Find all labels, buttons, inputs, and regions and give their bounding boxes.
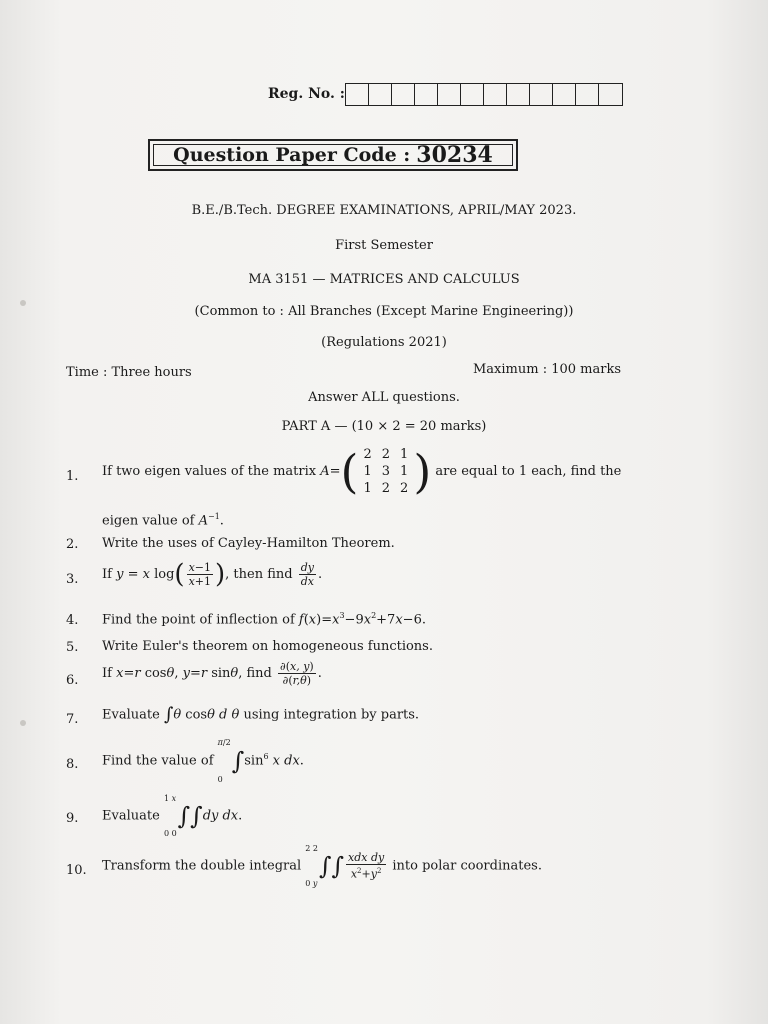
time-label: Time : Three hours xyxy=(66,365,192,380)
question-number: 5. xyxy=(66,640,79,655)
question-number: 1. xyxy=(66,469,79,484)
question-6: If x=r cosθ, y=r sinθ, find $\frac{\partial(x, y)}{\partial(r,\theta)}$ . xyxy=(102,660,322,687)
course-title: MA 3151 — MATRICES AND CALCULUS xyxy=(248,272,520,287)
qpc-code: 30234 xyxy=(416,142,493,168)
matrix-a: ( 2 2 1 1 3 1 1 2 2 ) xyxy=(340,444,432,499)
common-to: (Common to : All Branches (Except Marine Engineering)) xyxy=(194,304,574,319)
question-5: Write Euler's theorem on homogeneous functions. xyxy=(102,639,433,654)
question-10: Transform the double integral 2 2 0 y ∫∫ $\frac{\text{xdx dy}}{x^2+y^2}$ into polar coordinates. xyxy=(102,844,542,888)
question-1: If two eigen values of the matrix A=( 2 2 1 1 3 1 1 2 2 ) are equal to 1 each, find the xyxy=(102,444,622,499)
question-paper-code-box xyxy=(148,139,518,171)
reg-no-label: Reg. No. : xyxy=(268,86,345,102)
question-number: 2. xyxy=(66,537,79,552)
question-3: If y = x log( $\frac{x-1}{x+1}$ ), then find $\frac{dy}{dx}$ . xyxy=(102,559,323,590)
punch-hole xyxy=(20,720,26,726)
question-number: 10. xyxy=(66,863,87,878)
question-number: 6. xyxy=(66,673,79,688)
question-7: Evaluate ∫θ cosθ d θ using integration by parts. xyxy=(102,704,420,725)
question-8: Find the value of π/2 0 $\int\sin^6$ x dx. xyxy=(102,738,304,784)
question-number: 3. xyxy=(66,572,79,587)
part-heading: PART A — (10 × 2 = 20 marks) xyxy=(281,419,487,434)
question-4: Find the point of inflection of $f(x)=x^3-9x^2+7x-6$. xyxy=(102,611,426,628)
question-number: 7. xyxy=(66,712,79,727)
reg-no-boxes[interactable] xyxy=(345,83,623,106)
regulations: (Regulations 2021) xyxy=(321,335,447,350)
degree-line: B.E./B.Tech. DEGREE EXAMINATIONS, APRIL/MAY 2023. xyxy=(191,203,577,218)
question-9: Evaluate 1 x 0 0 ∫∫dy dx. xyxy=(102,794,243,838)
question-number: 8. xyxy=(66,757,79,772)
qpc-label: Question Paper Code : xyxy=(173,144,411,166)
question-number: 4. xyxy=(66,613,79,628)
question-1-cont: eigen value of $A^{-1}$. xyxy=(102,512,224,529)
semester: First Semester xyxy=(335,238,433,253)
question-2: Write the uses of Cayley-Hamilton Theorem. xyxy=(102,536,395,551)
question-number: 9. xyxy=(66,811,79,826)
max-marks: Maximum : 100 marks xyxy=(472,362,621,377)
instruction: Answer ALL questions. xyxy=(308,390,460,405)
